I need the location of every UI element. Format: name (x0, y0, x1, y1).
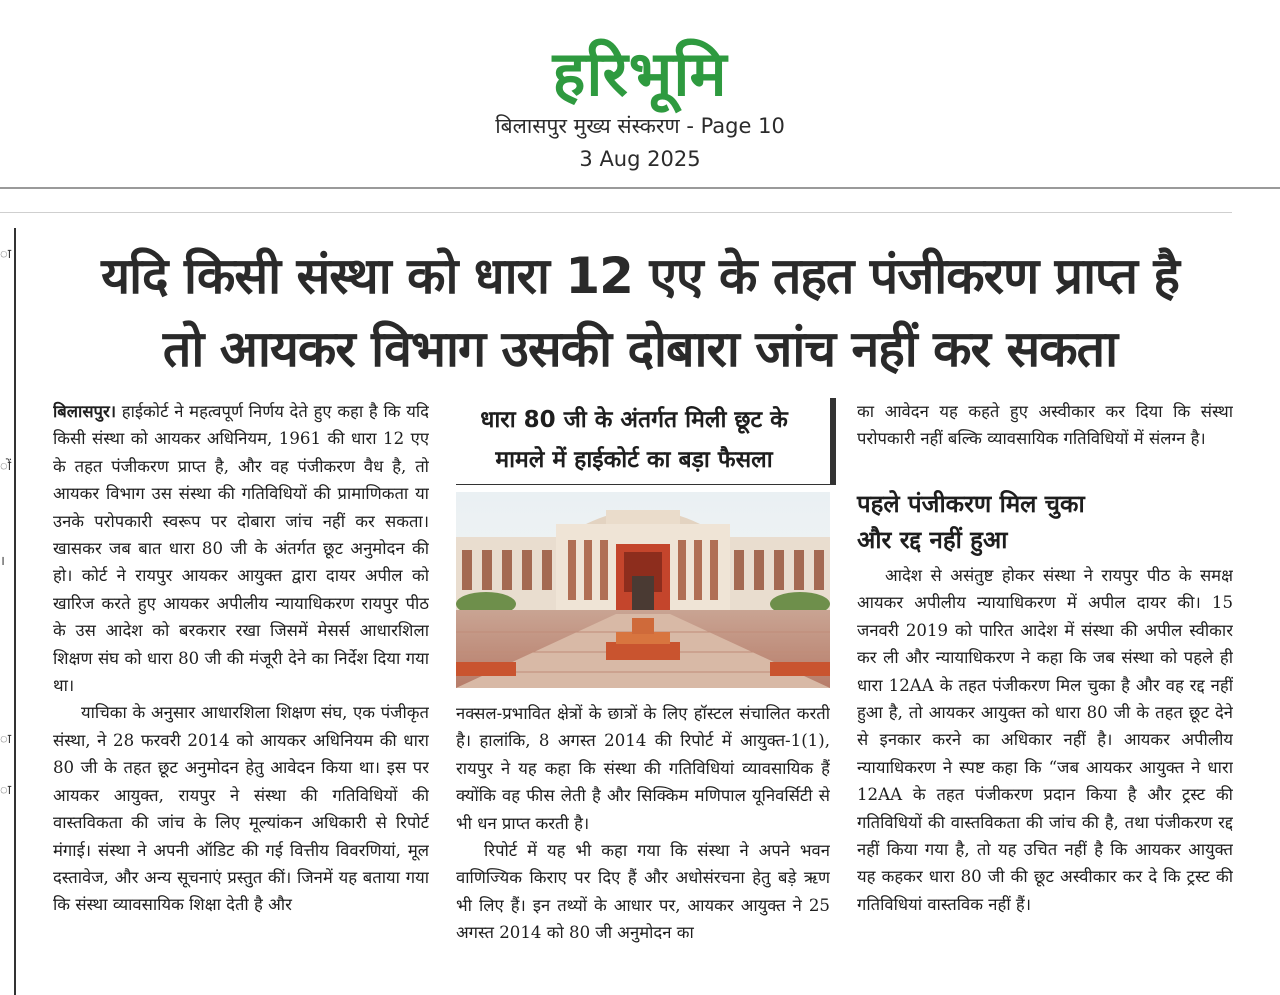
column-3-paragraph-top: का आवेदन यह कहते हुए अस्वीकार कर दिया कि संस्था परोपकारी नहीं बल्कि व्यावसायिक गतिविधियों में संलग्न है। (857, 402, 1233, 449)
article-column-2 (456, 700, 830, 983)
subhead-line-1: पहले पंजीकरण मिल चुका (857, 490, 1085, 518)
headline-line-1: यदि किसी संस्था को धारा 12 एए के तहत पंजीकरण प्राप्त है (101, 247, 1179, 305)
kicker-box (456, 398, 836, 485)
column-2-paragraph-1: नक्सल-प्रभावित क्षेत्रों के छात्रों के लिए हॉस्टल संचालित करती है। हालांकि, 8 अगस्त 2014 की रिपोर्ट में आयुक्त-1(1), रायपुर ने यह कहा कि संस्था की गतिविधियां व्यावसायिक हैं क्योंकि वह फीस लेती है और सिक्किम मणिपाल यूनिवर्सिटी से भी धन प्राप्त करती है। (456, 704, 830, 833)
column-2-paragraph-2: रिपोर्ट में यह भी कहा गया कि संस्था ने अपने भवन वाणिज्यिक किराए पर दिए हैं और अधोसंरचना हेतु बड़े ऋण भी लिए हैं। इन तथ्यों के आधार पर, आयकर आयुक्त ने 25 अगस्त 2014 को 80 जी अनुमोदन का (456, 841, 830, 943)
edition-label: बिलासपुर मुख्य संस्करण - Page 10 (495, 114, 785, 138)
edge-fragment: ा (0, 732, 12, 747)
column-3-paragraph-1: आदेश से असंतुष्ट होकर संस्था ने रायपुर पीठ के समक्ष आयकर अपीलीय न्यायाधिकरण में अपील दायर की। 15 जनवरी 2019 को पारित आदेश में संस्था की अपील स्वीकार कर ली और न्यायाधिकरण ने कहा कि जब संस्था को पहले ही धारा 12AA के तहत पंजीकरण मिल चुका है और वह रद्द नहीं हुआ है, तो आयकर आयुक्त को धारा 80 जी के तहत छूट देने से इनकार करने का अधिकार नहीं है। आयकर अपीलीय न्यायाधिकरण ने स्पष्ट कहा कि “जब आयकर आयुक्त ने धारा 12AA के तहत पंजीकरण प्रदान किया है और ट्रस्ट की गतिविधियों की वास्तविकता की जांच की है, तथा पंजीकरण रद्द नहीं किया गया है, तो यह उचित नहीं है कि आयकर आयुक्त यह कहकर धारा 80 जी की छूट अस्वीकार कर दे कि ट्रस्ट की गतिविधियां वास्तविक नहीं हैं। (857, 566, 1233, 914)
edge-fragment: ा (0, 247, 12, 262)
newspaper-logo: हरिभूमि (552, 37, 728, 110)
edge-fragment: ों (0, 459, 12, 474)
edge-fragment: ा (0, 783, 12, 798)
column-1-paragraph-2: याचिका के अनुसार आधारशिला शिक्षण संघ, एक पंजीकृत संस्था, ने 28 फरवरी 2014 को आयकर अधिनियम की धारा 80 जी के तहत छूट अनुमोदन हेतु आवेदन किया था। इस पर आयकर आयुक्त, रायपुर ने संस्था की गतिविधियों की वास्तविकता की जांच के लिए मूल्यांकन अधिकारी से रिपोर्ट मंगाई। संस्था ने अपनी ऑडिट की गई वित्तीय विवरणियां, मूल दस्तावेज, और अन्य सूचनाएं प्रस्तुत कीं। जिनमें यह बताया गया कि संस्था व्यावसायिक शिक्षा देती है और (53, 703, 429, 915)
publication-date: 3 Aug 2025 (579, 147, 701, 171)
article-column-3-top (857, 398, 1233, 478)
page-divider (0, 212, 1232, 213)
article-column-3 (857, 562, 1233, 983)
dateline: बिलासपुर। (53, 401, 117, 421)
masthead-divider (0, 187, 1280, 189)
article-column-1 (53, 398, 429, 983)
column-1-paragraph-1-text: हाईकोर्ट ने महत्वपूर्ण निर्णय देते हुए कहा है कि यदि किसी संस्था को आयकर अधिनियम, 1961 की धारा 12 एए के तहत पंजीकरण प्राप्त है, और वह पंजीकरण वैध है, तो आयकर विभाग उस संस्था की गतिविधियों की प्रामाणिकता या उनके परोपकारी स्वरूप पर दोबारा जांच नहीं कर सकता। खासकर जब बात धारा 80 जी के अंतर्गत छूट अनुमोदन की हो। कोर्ट ने रायपुर आयकर आयुक्त द्वारा दायर अपील को खारिज करते हुए आयकर अपीलीय न्यायाधिकरण रायपुर पीठ के उस आदेश को बरकरार रखा जिसमें मेसर्स आधारशिला शिक्षण संघ को धारा 80 जी की मंजूरी देने का निर्देश दिया गया था। (53, 402, 429, 696)
adjacent-column-edge (0, 228, 16, 995)
high-court-photo (456, 492, 830, 688)
edge-fragment: । (0, 554, 5, 569)
column-1-paragraph-1 (53, 398, 429, 699)
kicker-line-1: धारा 80 जी के अंतर्गत मिली छूट के (480, 407, 788, 433)
kicker-line-2: मामले में हाईकोर्ट का बड़ा फैसला (495, 447, 773, 473)
court-building-image (456, 492, 830, 688)
masthead (0, 0, 1280, 190)
headline-line-2: तो आयकर विभाग उसकी दोबारा जांच नहीं कर सकता (162, 320, 1118, 378)
subhead-line-2: और रद्द नहीं हुआ (857, 526, 1008, 554)
